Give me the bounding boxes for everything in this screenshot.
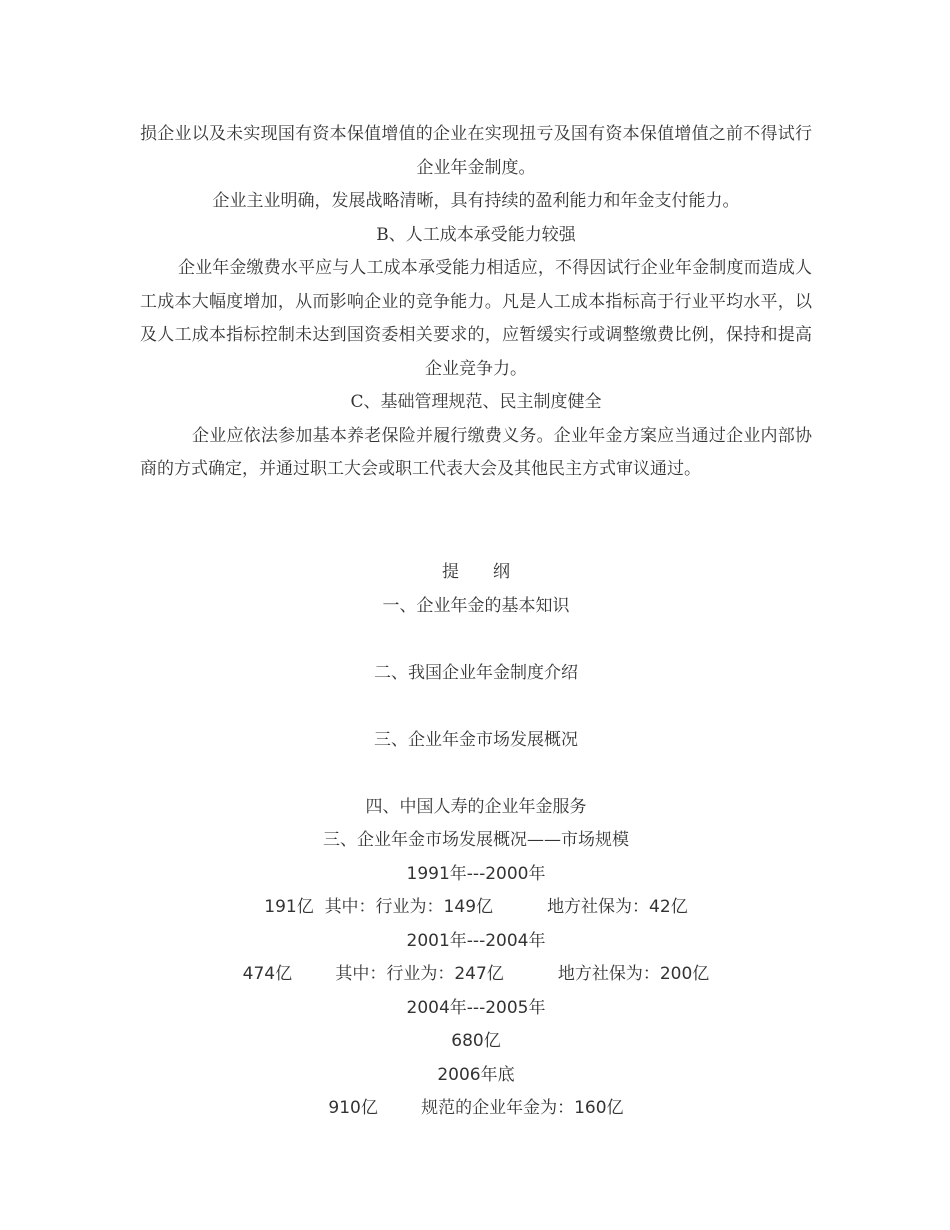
period-2001-2004-figures xyxy=(140,958,812,992)
paragraph-requirement: 企业主业明确，发展战略清晰，具有持续的盈利能力和年金支付能力。 xyxy=(212,191,740,211)
total-value: 474亿 xyxy=(242,964,293,984)
outline-item: 一、企业年金的基本知识 xyxy=(382,595,570,616)
outline-title: 提 纲 xyxy=(442,562,510,582)
paragraph-continuation: 损企业以及未实现国有资本保值增值的企业在实现扭亏及国有资本保值增值之前不得试行企业年金制度。 xyxy=(140,124,812,178)
outline-item: 四、中国人寿的企业年金服务 xyxy=(365,796,587,817)
industry-value: 其中：行业为：247亿 xyxy=(335,964,504,984)
paragraph-management: 企业应依法参加基本养老保险并履行缴费义务。企业年金方案应当通过企业内部协商的方式确定，并通过职工大会或职工代表大会及其他民主方式审议通过。 xyxy=(140,425,812,479)
period-1991-2000: 1991年---2000年 xyxy=(406,863,546,884)
heading-c: C、基础管理规范、民主制度健全 xyxy=(350,392,602,412)
top-section xyxy=(140,118,812,487)
paragraph-labor-cost: 企业年金缴费水平应与人工成本承受能力相适应，不得因试行企业年金制度而造成人工成本大幅度增加，从而影响企业的竞争能力。凡是人工成本指标高于行业平均水平，以及人工成本指标控制未达到国资委相关要求的，应暂缓实行或调整缴费比例，保持和提高企业竞争力。 xyxy=(140,258,812,379)
local-social-security-value: 地方社保为：42亿 xyxy=(547,897,688,917)
period-2006-figures xyxy=(140,1092,812,1126)
local-social-security-value: 地方社保为：200亿 xyxy=(557,964,710,984)
heading-b: B、人工成本承受能力较强 xyxy=(376,224,576,245)
outline-section xyxy=(140,556,812,1126)
period-1991-2000-figures xyxy=(140,891,812,925)
market-heading: 三、企业年金市场发展概况——市场规模 xyxy=(323,830,629,850)
period-2004-2005: 2004年---2005年 xyxy=(406,997,546,1018)
period-2004-2005-total: 680亿 xyxy=(451,1031,501,1051)
standard-annuity-value: 规范的企业年金为：160亿 xyxy=(421,1098,624,1118)
period-2006-end: 2006年底 xyxy=(437,1064,515,1085)
total-value: 910亿 xyxy=(328,1098,378,1118)
period-2001-2004: 2001年---2004年 xyxy=(406,930,546,951)
outline-item: 三、企业年金市场发展概况 xyxy=(374,729,578,750)
total-value: 191亿 xyxy=(264,897,314,917)
industry-value: 其中：行业为：149亿 xyxy=(324,897,494,917)
outline-item: 二、我国企业年金制度介绍 xyxy=(374,662,578,683)
